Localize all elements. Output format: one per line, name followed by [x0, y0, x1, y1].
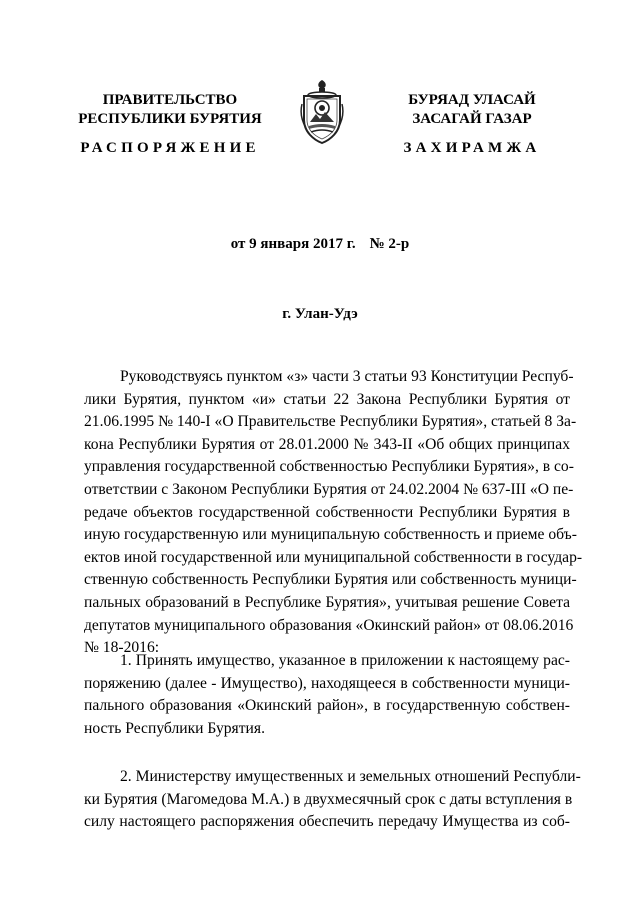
text-line: кона Республики Бурятия от 28.01.2000 № 343-II «Об общих принципах: [84, 435, 570, 453]
text-line: 1. Принять имущество, указанное в приложении к настоящему рас-: [120, 652, 570, 669]
header-left-line1: ПРАВИТЕЛЬСТВО: [102, 92, 238, 108]
text-line: силу настоящего распоряжения обеспечить передачу Имущества из соб-: [84, 813, 570, 831]
text-line: ность Республики Бурятия.: [84, 719, 265, 737]
text-line: ки Бурятия (Магомедова М.А.) в двухмесячный срок с даты вступления в: [84, 790, 573, 808]
header-left-line2: РЕСПУБЛИКИ БУРЯТИЯ: [78, 111, 262, 127]
clause-2-paragraph: [84, 766, 581, 834]
header-right-line1: БУРЯАД УЛАСАЙ: [408, 92, 536, 108]
text-line: управления государственной собственностью Республики Бурятия», в со-: [84, 458, 574, 476]
text-line: 2. Министерству имущественных и земельных отношений Республи-: [120, 768, 581, 785]
text-line: ственную собственность Республики Бурятия или собственность муници-: [84, 571, 577, 589]
preamble-paragraph: [84, 366, 583, 660]
clause-1-paragraph: [84, 650, 570, 740]
text-line: иную государственную или муниципальную собственность и приеме объ-: [84, 526, 577, 544]
government-header-russian: [60, 91, 280, 129]
text-line: ектов иной государственной или муниципальной собственности в государ-: [84, 548, 583, 566]
doc-type-buryat: ЗАХИРАМЖА: [403, 140, 541, 156]
document-number: № 2-р: [369, 236, 410, 252]
city-name: г. Улан-Удэ: [282, 306, 358, 322]
text-line: поряжению (далее - Имущество), находящееся в собственности муници-: [84, 674, 570, 692]
text-line: ответствии с Законом Республики Бурятия от 24.02.2004 № 637-III «О пе-: [84, 480, 574, 498]
date-number-line: [0, 236, 640, 253]
coat-of-arms-icon: [298, 76, 346, 146]
document-date: от 9 января 2017 г.: [230, 236, 356, 252]
text-line: 21.06.1995 № 140-I «О Правительстве Республики Бурятия», статьей 8 За-: [84, 413, 577, 431]
text-line: пального образования «Окинский район», в государственную собствен-: [84, 697, 570, 715]
text-line: № 18-2016:: [84, 639, 160, 657]
text-line: лики Бурятия, пунктом «и» статьи 22 Закона Республики Бурятия от: [84, 390, 570, 408]
header-right-line2: ЗАСАГАЙ ГАЗАР: [412, 111, 532, 127]
text-line: пальных образований в Республике Бурятия», учитывая решение Совета: [84, 593, 570, 611]
government-header-buryat: [362, 91, 582, 129]
doc-type-russian: РАСПОРЯЖЕНИЕ: [80, 140, 260, 156]
text-line: редаче объектов государственной собственности Республики Бурятия в: [84, 503, 570, 521]
text-line: депутатов муниципального образования «Окинский район» от 08.06.2016: [84, 616, 574, 634]
text-line: Руководствуясь пунктом «з» части 3 статьи 93 Конституции Респуб-: [120, 368, 574, 385]
